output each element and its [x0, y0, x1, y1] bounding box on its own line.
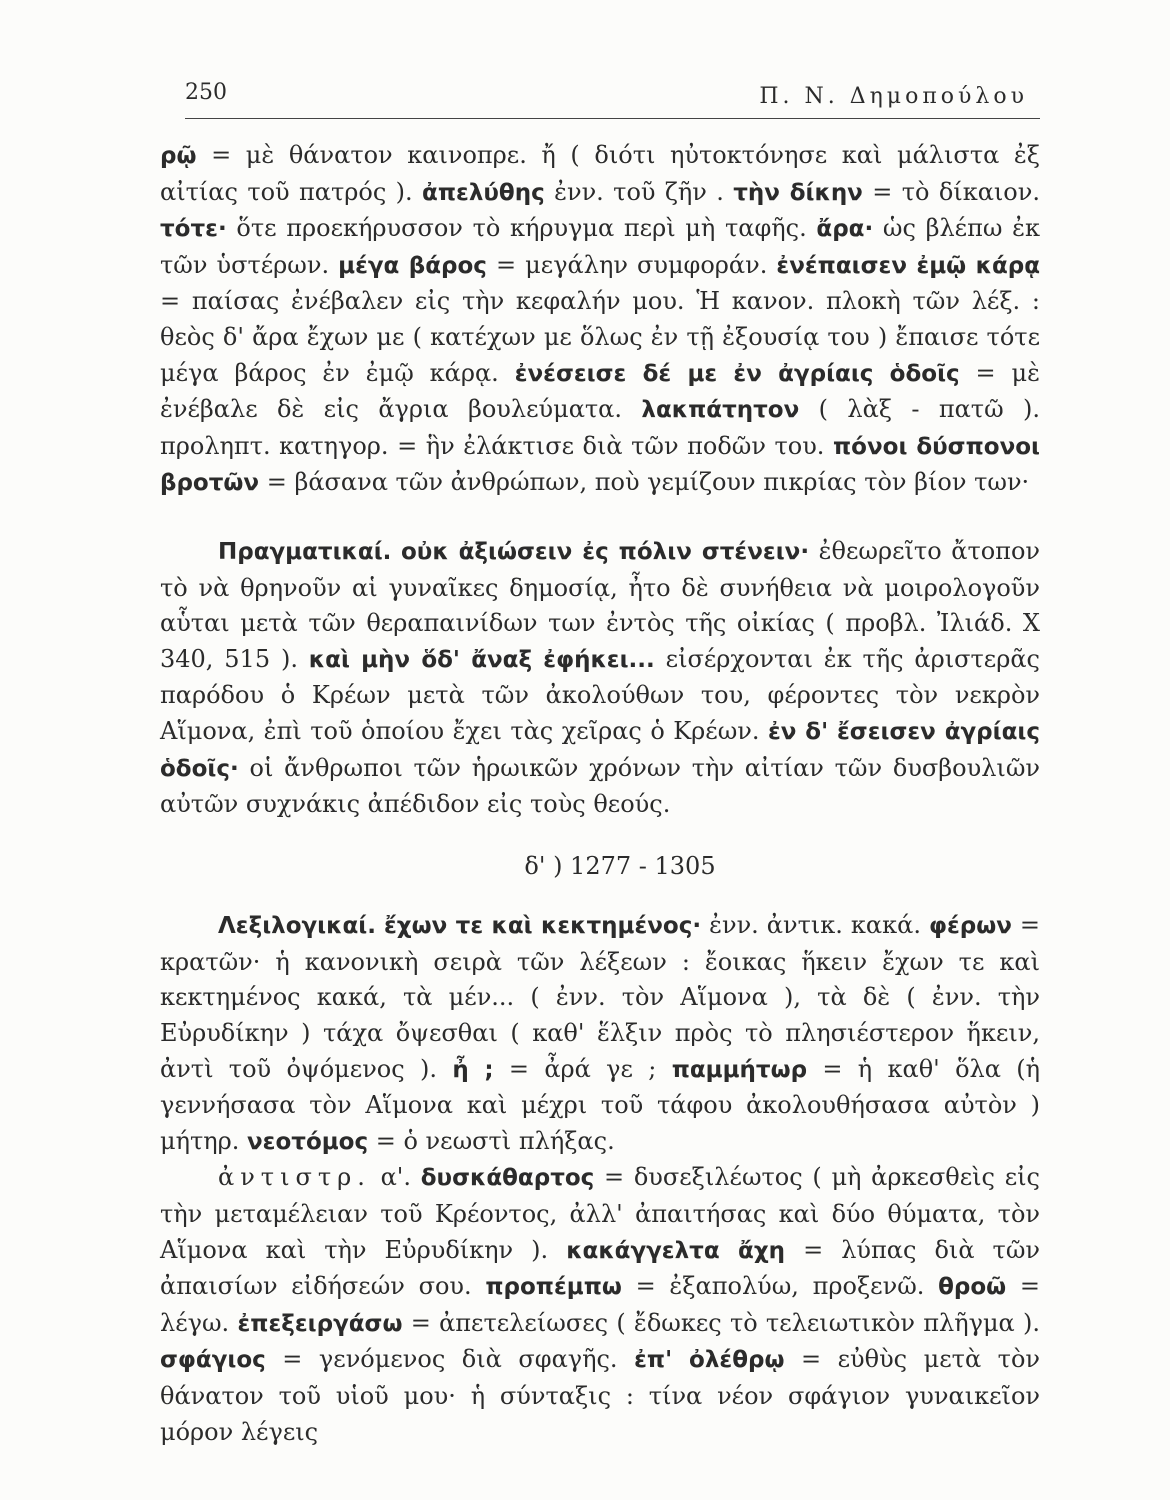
- page-header: [185, 72, 1040, 112]
- running-head: Π. Ν. Δημοπούλου: [759, 84, 1028, 109]
- body-text: [160, 138, 1040, 1450]
- paragraph-antistrophe: ἀντιστρ. α'. δυσκάθαρτος = δυσεξιλέωτος ( μὴ ἀρκεσθεὶς εἰς τὴν μεταμέλειαν τοῦ Κρέοντος, ἀλλ' ἀπαιτήσας καὶ δύο θύματα, τὸν Αἵμονα καὶ τὴν Εὐρυδίκην ). κακάγγελτα ἄχη = λύπας διὰ τῶν ἀπαισίων εἰδήσεών σου. προπέμπω = ἐξαπολύω, προξενῶ. θροῶ = λέγω. ἐπεξειργάσω = ἀπετελείωσες ( ἔδωκες τὸ τελειωτικὸν πλῆγμα ). σφάγιος = γενόμενος διὰ σφαγῆς. ἐπ' ὀλέθρῳ = εὐθὺς μετὰ τὸν θάνατον τοῦ υἱοῦ μου· ἡ σύνταξις : τίνα νέον σφάγιον γυναικεῖον μόρον λέγεις: [160, 1163, 1041, 1446]
- page-number: 250: [185, 80, 227, 105]
- paragraph-lexilogikai: Λεξιλογικαί. ἔχων τε καὶ κεκτημένος· ἐνν. ἀντικ. κακά. φέρων = κρατῶν· ἡ κανονικὴ σειρὰ τῶν λέξεων : ἔοικας ἥκειν ἔχων τε καὶ κεκτημένος κακά, τὰ μέν... ( ἐνν. τὸν Αἵμονα ), τὰ δὲ ( ἐνν. τὴν Εὐρυδίκην ) τάχα ὄψεσθαι ( καθ' ἕλξιν πρὸς τὸ πλησιέστερον ἥκειν, ἀντὶ τοῦ ὀψόμενος ). ἦ ; = ἆρά γε ; παμμήτωρ = ἡ καθ' ὅλα (ἡ γεννήσασα τὸν Αἵμονα καὶ μέχρι τοῦ τάφου ἀκολουθήσασα αὐτὸν ) μήτηρ. νεοτόμος = ὁ νεωστὶ πλήξας.: [160, 911, 1040, 1155]
- header-rule: [185, 118, 1040, 119]
- paragraph-pragmatikai: Πραγματικαί. οὐκ ἀξιώσειν ἐς πόλιν στένειν· ἐθεωρεῖτο ἄτοπον τὸ νὰ θρηνοῦν αἱ γυναῖκες δημοσίᾳ, ἦτο δὲ συνήθεια νὰ μοιρολογοῦν αὗται μετὰ τῶν θεραπαινίδων των ἐντὸς τῆς οἰκίας ( προβλ. Ἰλιάδ. Χ 340, 515 ). καὶ μὴν ὅδ' ἄναξ ἐφήκει... εἰσέρχονται ἐκ τῆς ἀριστερᾶς παρόδου ὁ Κρέων μετὰ τῶν ἀκολούθων του, φέροντες τὸν νεκρὸν Αἵμονα, ἐπὶ τοῦ ὁποίου ἔχει τὰς χεῖρας ὁ Κρέων. ἐν δ' ἔσεισεν ἀγρίαις ὁδοῖς· οἱ ἄνθρωποι τῶν ἡρωικῶν χρόνων τὴν αἰτίαν τῶν δυσβουλιῶν αὐτῶν συχνάκις ἀπέδιδον εἰς τοὺς θεούς.: [160, 536, 1040, 819]
- paragraph-commentary-1: ρῷ = μὲ θάνατον καινοπρε. ἤ ( διότι ηὐτοκτόνησε καὶ μάλιστα ἐξ αἰτίας τοῦ πατρός ). ἀπελύθης ἐνν. τοῦ ζῆν . τὴν δίκην = τὸ δίκαιον. τότε· ὅτε προεκήρυσσον τὸ κήρυγμα περὶ μὴ ταφῆς. ἄρα· ὡς βλέπω ἐκ τῶν ὑστέρων. μέγα βάρος = μεγάλην συμφοράν. ἐνέπαισεν ἐμῷ κάρᾳ = παίσας ἐνέβαλεν εἰς τὴν κεφαλήν μου. Ἡ κανον. πλοκὴ τῶν λέξ. : θεὸς δ' ἄρα ἔχων με ( κατέχων με ὅλως ἐν τῇ ἐξουσίᾳ του ) ἔπαισε τότε μέγα βάρος ἐν ἐμῷ κάρᾳ. ἐνέσεισε δέ με ἐν ἀγρίαις ὁδοῖς = μὲ ἐνέβαλε δὲ εἰς ἄγρια βουλεύματα. λακπάτητον ( λὰξ - πατῶ ). προληπτ. κατηγορ. = ἣν ἐλάκτισε διὰ τῶν ποδῶν του. πόνοι δύσπονοι βροτῶν = βάσανα τῶν ἀνθρώπων, ποὺ γεμίζουν πικρίας τὸν βίον των·: [160, 141, 1041, 497]
- section-title: δ' ) 1277 - 1305: [524, 851, 716, 880]
